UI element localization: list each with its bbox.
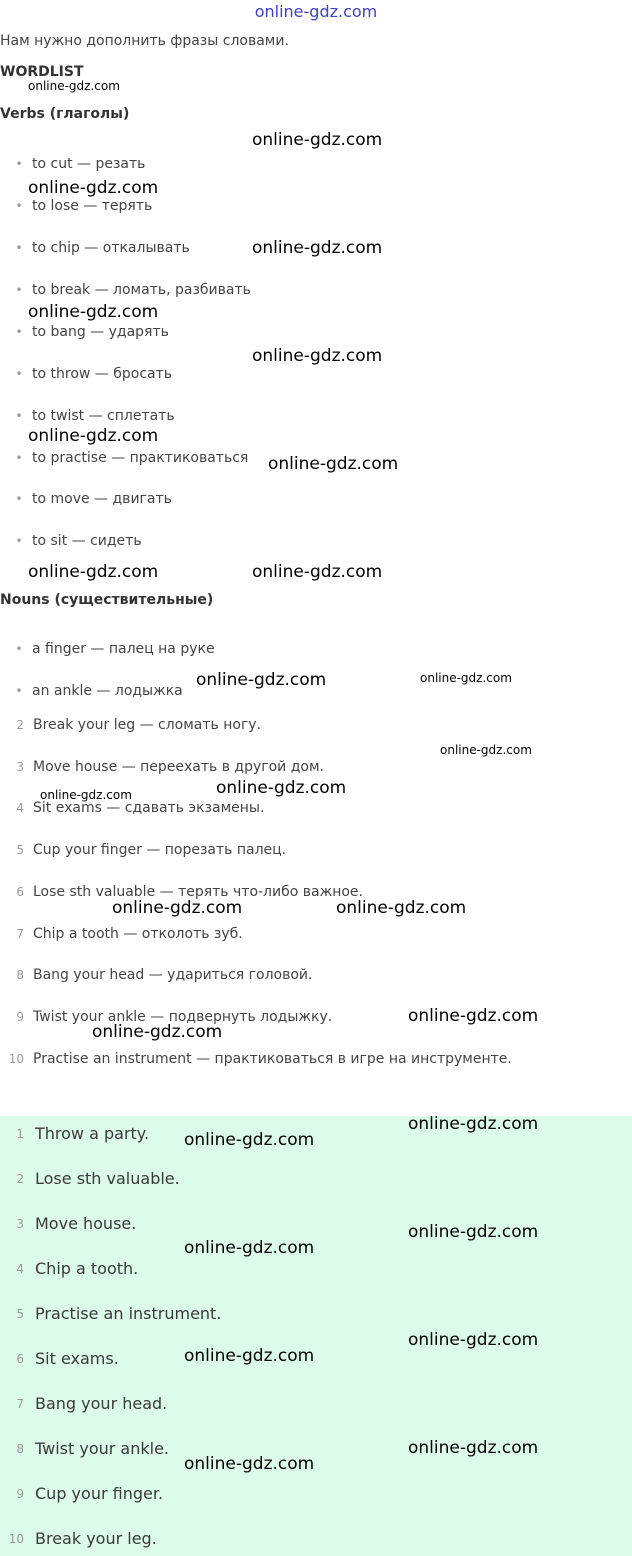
watermark: online-gdz.com (440, 743, 532, 757)
answer-item: 10 Break your leg. (8, 1529, 157, 1548)
watermark: online-gdz.com (92, 1022, 223, 1042)
watermark: online-gdz.com (196, 670, 327, 690)
answer-item: 2 Lose sth valuable. (16, 1169, 180, 1188)
watermark: online-gdz.com (420, 671, 512, 685)
phrase-item: 8 Bang your head — удариться головой. (16, 967, 313, 983)
bullet-icon: • (15, 283, 23, 297)
list-item: • to lose — терять (0, 198, 152, 214)
list-item: • an ankle — лодыжка (0, 683, 183, 699)
answer-item: 3 Move house. (16, 1214, 137, 1233)
watermark: online-gdz.com (28, 178, 159, 198)
watermark: online-gdz.com (408, 1438, 539, 1458)
phrase-item: 5 Cup your finger — порезать палец. (16, 842, 287, 858)
top-watermark: online-gdz.com (254, 2, 378, 21)
nouns-title: Nouns (существительные) (0, 592, 214, 608)
list-item: • to practise — практиковаться (0, 450, 248, 466)
bullet-icon: • (15, 409, 23, 423)
list-item: • to move — двигать (0, 491, 172, 507)
list-item: • to throw — бросать (0, 366, 172, 382)
bullet-icon: • (15, 492, 23, 506)
answer-item: 9 Cup your finger. (16, 1484, 164, 1503)
phrase-item: 10 Practise an instrument — практиковаться в игре на инструменте. (8, 1051, 512, 1067)
answer-item: 8 Twist your ankle. (16, 1439, 169, 1458)
bullet-icon: • (15, 451, 23, 465)
phrase-item: 7 Chip a tooth — отколоть зуб. (16, 926, 243, 942)
list-item: • to break — ломать, разбивать (0, 282, 251, 298)
bullet-icon: • (15, 199, 23, 213)
watermark: online-gdz.com (184, 1454, 315, 1474)
watermark: online-gdz.com (408, 1330, 539, 1350)
phrase-item: 4 Sit exams — сдавать экзамены. (16, 800, 265, 816)
watermark: online-gdz.com (252, 238, 383, 258)
watermark: online-gdz.com (408, 1006, 539, 1026)
list-item: • to cut — резать (0, 156, 145, 172)
answer-item: 4 Chip a tooth. (16, 1259, 139, 1278)
wordlist-title: WORDLIST (0, 64, 84, 80)
bullet-icon: • (15, 534, 23, 548)
watermark: online-gdz.com (408, 1114, 539, 1134)
watermark: online-gdz.com (28, 562, 159, 582)
phrase-item: 3 Move house — переехать в другой дом. (16, 759, 324, 775)
watermark: online-gdz.com (252, 346, 383, 366)
watermark: online-gdz.com (216, 778, 347, 798)
answer-item: 6 Sit exams. (16, 1349, 119, 1368)
list-item: • to bang — ударять (0, 324, 169, 340)
watermark: online-gdz.com (268, 454, 399, 474)
watermark: online-gdz.com (252, 562, 383, 582)
watermark: online-gdz.com (28, 426, 159, 446)
list-item: • a finger — палец на руке (0, 641, 215, 657)
answer-item: 7 Bang your head. (16, 1394, 168, 1413)
bullet-icon: • (15, 157, 23, 171)
phrase-item: 9 Twist your ankle — подвернуть лодыжку. (16, 1009, 333, 1025)
watermark: online-gdz.com (184, 1238, 315, 1258)
watermark: online-gdz.com (40, 788, 132, 802)
list-item: • to chip — откалывать (0, 240, 190, 256)
bullet-icon: • (15, 367, 23, 381)
answer-item: 1 Throw a party. (16, 1124, 150, 1143)
bullet-icon: • (15, 642, 23, 656)
watermark: online-gdz.com (112, 898, 243, 918)
list-item: • to twist — сплетать (0, 408, 175, 424)
bullet-icon: • (15, 241, 23, 255)
answer-item: 5 Practise an instrument. (16, 1304, 222, 1323)
watermark: online-gdz.com (336, 898, 467, 918)
bullet-icon: • (15, 325, 23, 339)
watermark: online-gdz.com (28, 302, 159, 322)
intro-text: Нам нужно дополнить фразы словами. (0, 33, 289, 49)
phrase-item: 2 Break your leg — сломать ногу. (16, 717, 262, 733)
watermark: online-gdz.com (252, 130, 383, 150)
phrase-item: 6 Lose sth valuable — терять что-либо важное. (16, 884, 363, 900)
watermark: online-gdz.com (184, 1130, 315, 1150)
list-item: • to sit — сидеть (0, 533, 142, 549)
watermark: online-gdz.com (28, 79, 120, 93)
watermark: online-gdz.com (184, 1346, 315, 1366)
bullet-icon: • (15, 684, 23, 698)
watermark: online-gdz.com (408, 1222, 539, 1242)
verbs-title: Verbs (глаголы) (0, 106, 130, 122)
